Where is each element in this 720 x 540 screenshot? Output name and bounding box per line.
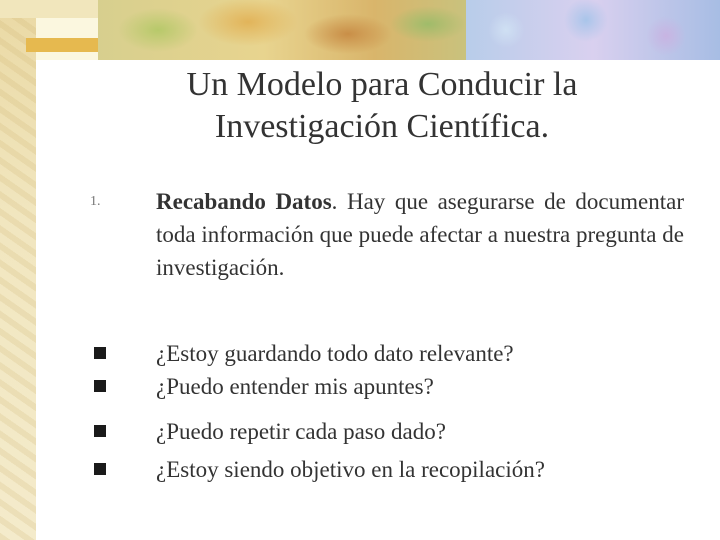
title-line-2: Investigación Científica. [214,108,550,145]
numbered-item-paragraph [156,185,684,284]
square-bullet-icon [94,425,106,437]
flower-image-panel [466,0,720,60]
bullet-item [94,370,694,406]
bullet-text: ¿Puedo entender mis apuntes? [156,374,434,399]
top-decorative-banner [0,0,720,62]
square-bullet-icon [94,380,106,392]
bullet-item [94,453,694,489]
bullet-text: ¿Estoy siendo objetivo en la recopilación? [156,457,545,482]
slide-title [60,64,704,148]
bullet-item [94,337,694,373]
title-line-1: Un Modelo para Conducir la [186,66,578,103]
numbered-item-text: . Hay que asegurarse de documentar toda información que puede afectar a nuestra pregunta de investigación. [156,189,684,280]
gold-accent-bar [26,38,98,52]
bullet-item [94,415,694,451]
numbered-list-marker: 1. [90,194,101,209]
bullet-text: ¿Estoy guardando todo dato relevante? [156,341,514,366]
leaf-image-panel [98,0,466,60]
numbered-item-heading: Recabando Datos [156,189,332,214]
square-bullet-icon [94,347,106,359]
left-decorative-strip [0,0,36,540]
square-bullet-icon [94,463,106,475]
bullet-text: ¿Puedo repetir cada paso dado? [156,419,446,444]
